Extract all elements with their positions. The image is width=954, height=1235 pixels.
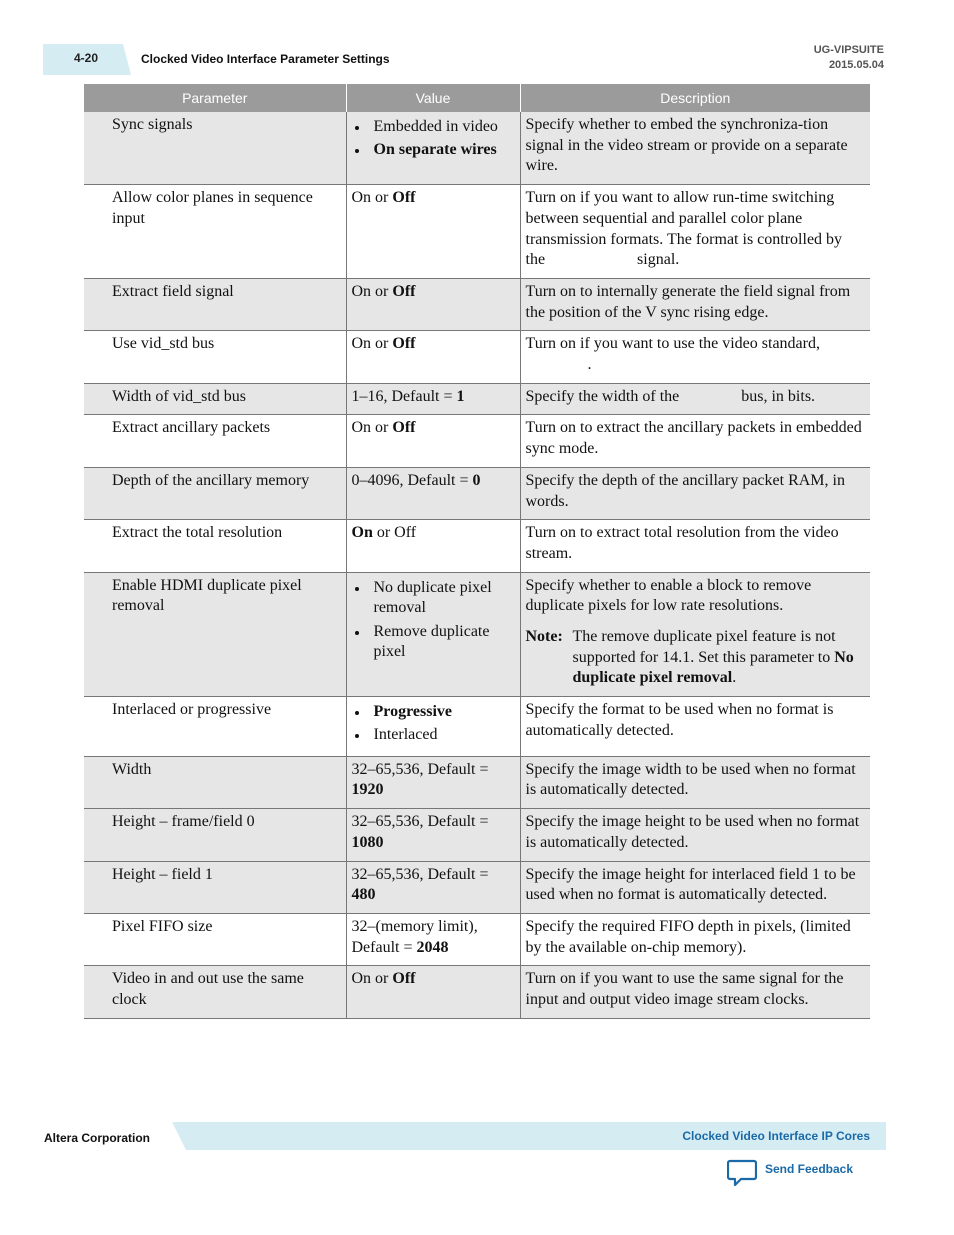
param-name: Width of vid_std bus [84, 383, 346, 415]
param-name: Interlaced or progressive [84, 697, 346, 757]
param-value [346, 697, 520, 757]
table-row [84, 278, 870, 330]
param-value: On or Off [346, 520, 520, 572]
param-description: Specify whether to enable a block to remove duplicate pixels for low rate resolutions. Note: The remove duplicate pixel feature is not supported for 14.1. Set this parameter to No duplicate pixel removal. [520, 572, 870, 697]
param-description: Specify the image height for interlaced field 1 to be used when no format is automatically detected. [520, 861, 870, 913]
default-value: Off [392, 335, 416, 353]
page-number: 4-20 [74, 51, 99, 65]
value-option-default: On separate wires [374, 140, 515, 161]
default-value: Off [392, 189, 416, 207]
default-value: 480 [351, 886, 376, 904]
param-value: 32–65,536, Default = 1080 [346, 809, 520, 861]
column-header-parameter: Parameter [84, 84, 346, 112]
param-name: Video in and out use the same clock [84, 966, 346, 1018]
table-row [84, 383, 870, 415]
table-header-row [84, 84, 870, 112]
table-row [84, 467, 870, 519]
note-block [526, 627, 866, 689]
default-value: Off [392, 282, 416, 300]
param-name: Depth of the ancillary memory [84, 467, 346, 519]
param-name: Extract ancillary packets [84, 415, 346, 467]
note-text: The remove duplicate pixel feature is not supported for 14.1. Set this parameter to No duplicate pixel removal. [572, 628, 854, 687]
default-value: 2048 [416, 938, 449, 956]
param-description: Specify the depth of the ancillary packet RAM, in words. [520, 467, 870, 519]
table-row [84, 861, 870, 913]
speech-bubble-icon[interactable] [727, 1159, 757, 1187]
param-value: 32–(memory limit), Default = 2048 [346, 913, 520, 965]
value-option: Embedded in video [374, 117, 515, 138]
default-value: 0 [472, 471, 481, 489]
param-name: Enable HDMI duplicate pixel removal [84, 572, 346, 697]
table-row [84, 756, 870, 808]
param-name: Extract the total resolution [84, 520, 346, 572]
param-name: Extract field signal [84, 278, 346, 330]
param-description: Specify the width of the bus, in bits. [520, 383, 870, 415]
param-description: Specify the image height to be used when no format is automatically detected. [520, 809, 870, 861]
section-title: Clocked Video Interface Parameter Settings [141, 52, 390, 66]
param-description: Turn on if you want to allow run-time switching between sequential and parallel color plane transmission formats. The format is controlled by the signal. [520, 185, 870, 279]
default-value: 1920 [351, 781, 384, 799]
table-row [84, 913, 870, 965]
doc-date: 2015.05.04 [828, 59, 884, 71]
table-row [84, 572, 870, 697]
param-description: Specify the image width to be used when no format is automatically detected. [520, 756, 870, 808]
param-name: Height – frame/field 0 [84, 809, 346, 861]
param-description: Specify whether to embed the synchroniza-tion signal in the video stream or provide on a separate wire. [520, 112, 870, 185]
table-row [84, 185, 870, 279]
param-description: Specify the format to be used when no format is automatically detected. [520, 697, 870, 757]
param-description: Specify the required FIFO depth in pixels, (limited by the available on-chip memory). [520, 913, 870, 965]
param-description: Turn on to extract the ancillary packets in embedded sync mode. [520, 415, 870, 467]
company-name: Altera Corporation [44, 1131, 151, 1145]
param-description: Turn on to extract total resolution from the video stream. [520, 520, 870, 572]
param-value: 0–4096, Default = 0 [346, 467, 520, 519]
param-name: Height – field 1 [84, 861, 346, 913]
table-row [84, 966, 870, 1018]
param-value: On or Off [346, 185, 520, 279]
param-value [346, 572, 520, 697]
param-value: 1–16, Default = 1 [346, 383, 520, 415]
value-option: No duplicate pixel removal [374, 578, 515, 619]
send-feedback-link[interactable]: Send Feedback [765, 1162, 854, 1176]
value-option: Remove duplicate pixel [374, 622, 515, 663]
param-description: Turn on if you want to use the video standard,. [520, 331, 870, 383]
note-label: Note: [525, 628, 563, 646]
parameter-table [84, 84, 870, 1019]
value-option-default: Progressive [374, 702, 515, 723]
param-value: On or Off [346, 278, 520, 330]
table-row [84, 520, 870, 572]
param-value [346, 112, 520, 185]
param-name: Width [84, 756, 346, 808]
table-row [84, 112, 870, 185]
chapter-link[interactable]: Clocked Video Interface IP Cores [682, 1129, 870, 1143]
default-value: 1080 [351, 833, 384, 851]
table-row [84, 809, 870, 861]
param-value: 32–65,536, Default = 1920 [346, 756, 520, 808]
default-value: Off [392, 970, 416, 988]
param-name: Pixel FIFO size [84, 913, 346, 965]
value-option: Interlaced [374, 725, 515, 746]
table-row [84, 415, 870, 467]
default-value: On [351, 524, 373, 542]
param-value: On or Off [346, 415, 520, 467]
param-description: Turn on to internally generate the field signal from the position of the V sync rising edge. [520, 278, 870, 330]
doc-id: UG-VIPSUITE [813, 44, 884, 56]
param-value: On or Off [346, 331, 520, 383]
default-value: Off [392, 419, 416, 437]
table-row [84, 697, 870, 757]
param-description: Turn on if you want to use the same signal for the input and output video image stream clocks. [520, 966, 870, 1018]
param-value: 32–65,536, Default = 480 [346, 861, 520, 913]
column-header-value: Value [346, 84, 520, 112]
param-value: On or Off [346, 966, 520, 1018]
param-name: Allow color planes in sequence input [84, 185, 346, 279]
default-value: 1 [456, 387, 465, 405]
param-name: Use vid_std bus [84, 331, 346, 383]
param-name: Sync signals [84, 112, 346, 185]
column-header-description: Description [520, 84, 870, 112]
table-row [84, 331, 870, 383]
doc-info [814, 43, 884, 73]
